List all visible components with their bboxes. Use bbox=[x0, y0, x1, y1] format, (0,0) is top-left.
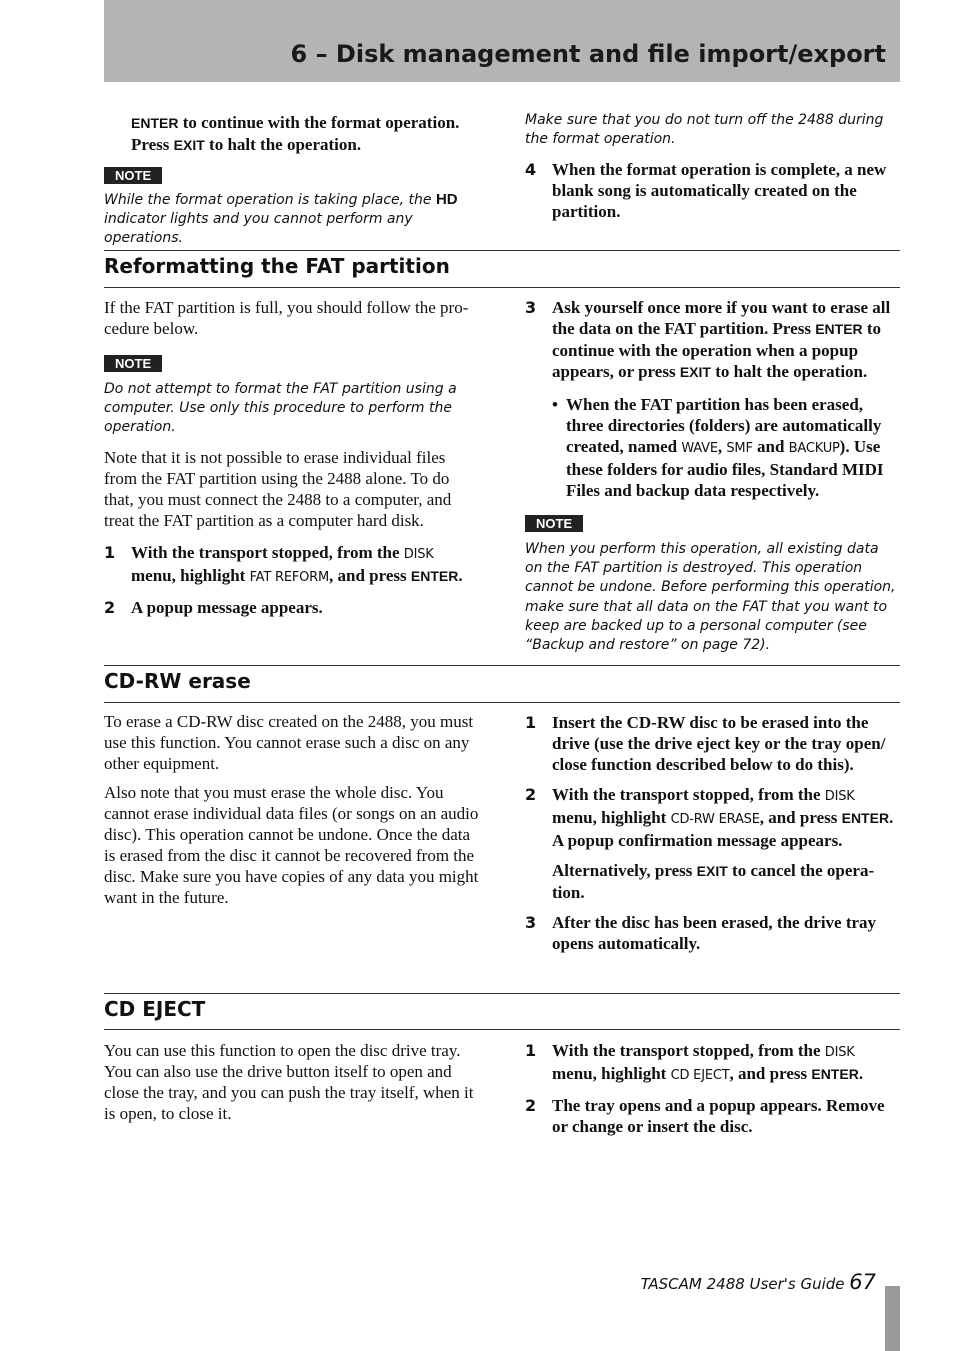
step-text: Insert the CD-RW disc to be erased into the drive (use the drive eject key or the tray open/ close function described below to do this). bbox=[552, 713, 886, 774]
guide-title: TASCAM 2488 User's Guide bbox=[640, 1275, 850, 1293]
cdrw-erase-menu-item: CD-RW ERASE bbox=[670, 812, 760, 827]
section-title-cdrw: CD-RW erase bbox=[104, 669, 251, 693]
note-text: indicator lights and you cannot perform any operations. bbox=[104, 211, 413, 247]
bullet-text: ). Use these folders for audio files, Standard MIDI Files and backup data respectively. bbox=[566, 437, 884, 500]
chapter-header-bar bbox=[104, 0, 900, 82]
bullet-text: When the FAT partition has been erased, three directories (folders) are automatically created, named bbox=[566, 395, 882, 456]
instruction-text: to continue with the format operation. bbox=[178, 113, 460, 132]
note-label: NOTE bbox=[104, 355, 162, 372]
instruction-text: to halt the operation. bbox=[204, 135, 362, 154]
step-text: When the format operation is complete, a new blank song is automatically created on the partition. bbox=[552, 160, 887, 221]
step-number: 2 bbox=[104, 597, 116, 617]
step-number: 1 bbox=[104, 542, 116, 562]
hd-indicator-label: HD bbox=[435, 191, 458, 208]
step-number: 3 bbox=[525, 298, 537, 317]
step-text: With the transport stopped, from the bbox=[552, 785, 825, 804]
note-label: NOTE bbox=[104, 167, 162, 184]
step-text: . bbox=[858, 1064, 864, 1083]
eject-right-column bbox=[525, 1040, 900, 1137]
step-text: After the disc has been erased, the drive tray opens automatically. bbox=[552, 913, 877, 953]
step-text: . bbox=[458, 565, 463, 585]
fat-right-column bbox=[525, 297, 900, 655]
step-text: With the transport stopped, from the bbox=[552, 1041, 825, 1060]
cdrw-step-2 bbox=[525, 784, 900, 851]
fat-step-3 bbox=[525, 297, 900, 383]
step-4-format-complete bbox=[525, 159, 901, 222]
fat-intro-paragraph: If the FAT partition is full, you should follow the pro-cedure below. bbox=[104, 298, 469, 338]
power-warning-text: Make sure that you do not turn off the 2488 during the format operation. bbox=[525, 112, 884, 148]
cdrw-paragraph: To erase a CD-RW disc created on the 2488, you must use this function. You cannot erase such a disc on any other equipment. bbox=[104, 712, 474, 773]
step-text: The tray opens and a popup appears. Remove or change or insert the disc. bbox=[552, 1096, 885, 1136]
section-divider bbox=[104, 993, 900, 994]
cdrw-paragraph: Also note that you must erase the whole disc. You cannot erase individual data files (or songs on an audio disc). This operation cannot be undone. Once the data is erased from the disc it cannot be recovered from the disc. Make sure you have copies of any data you might want in the future. bbox=[104, 783, 479, 907]
eject-step-1 bbox=[525, 1040, 900, 1086]
note-label: NOTE bbox=[525, 515, 583, 532]
cdrw-alternative bbox=[525, 860, 900, 903]
backup-folder-name: BACKUP bbox=[788, 441, 840, 456]
enter-key-label: ENTER bbox=[815, 321, 863, 337]
step-text: Alternatively, press bbox=[552, 861, 697, 880]
exit-key-label: EXIT bbox=[696, 863, 728, 879]
step-text: , and press bbox=[329, 565, 411, 585]
step-number: 2 bbox=[525, 1096, 537, 1115]
enter-key-label: ENTER bbox=[841, 810, 890, 826]
disk-menu-label: DISK bbox=[824, 789, 855, 804]
page-edge-tab bbox=[885, 1286, 900, 1351]
bullet-text: and bbox=[752, 437, 789, 456]
fat-note-text: Do not attempt to format the FAT partition using a computer. Use only this procedure to perform the operation. bbox=[104, 381, 457, 436]
eject-step-2 bbox=[525, 1095, 900, 1137]
exit-key-label: EXIT bbox=[173, 137, 205, 153]
cdrw-step-1 bbox=[525, 712, 900, 775]
step-text: , and press bbox=[729, 1064, 812, 1083]
note-text: While the format operation is taking place, the bbox=[104, 192, 436, 208]
cdrw-right-column bbox=[525, 712, 900, 954]
step-text: menu, highlight bbox=[552, 808, 671, 827]
fat-reform-menu-item: FAT REFORM bbox=[249, 569, 330, 585]
cdrw-step-3 bbox=[525, 912, 900, 954]
disk-menu-label: DISK bbox=[403, 546, 434, 562]
cdrw-left-column bbox=[104, 711, 482, 908]
section-divider bbox=[104, 665, 900, 666]
step-text: A popup message appears. bbox=[131, 597, 323, 617]
step-number: 2 bbox=[525, 785, 537, 804]
instruction-text: Press bbox=[131, 135, 174, 154]
section-divider bbox=[104, 250, 900, 251]
step-text: to continue with the operation when a popup appears, or press bbox=[552, 319, 882, 381]
fat-paragraph: Note that it is not possible to erase individual files from the FAT partition using the 2488 alone. To do that, you must connect the 2488 to a computer, and treat the FAT partition as a computer hard disk. bbox=[104, 447, 452, 530]
fat-bullet-folders bbox=[552, 394, 900, 501]
step-number: 1 bbox=[525, 713, 537, 732]
note-format-progress bbox=[104, 190, 484, 249]
step-number: 4 bbox=[525, 160, 537, 179]
step-text: menu, highlight bbox=[131, 565, 250, 585]
step-text: menu, highlight bbox=[552, 1064, 671, 1083]
enter-key-label: ENTER bbox=[811, 1066, 859, 1082]
section-title-cd-eject: CD EJECT bbox=[104, 997, 206, 1021]
step-text: to cancel the opera-tion. bbox=[552, 861, 875, 902]
section-divider bbox=[104, 702, 900, 703]
exit-key-label: EXIT bbox=[679, 364, 711, 380]
fat-step-2 bbox=[104, 597, 482, 618]
section-title-fat: Reformatting the FAT partition bbox=[104, 254, 450, 278]
fat-erase-warning-note: When you perform this operation, all existing data on the FAT partition is destroyed. This operation cannot be undone. Before performing this operation, make sure that all data on the FAT that you want to keep are backed up to a personal computer (see “Backup and restore” on page 72). bbox=[525, 541, 896, 654]
bullet-dot: • bbox=[552, 395, 558, 414]
section-divider bbox=[104, 287, 900, 288]
step-text: Ask yourself once more if you want to erase all the data on the FAT partition. Press bbox=[552, 298, 891, 338]
step-text: With the transport stopped, from the bbox=[131, 542, 404, 562]
step-text: . A popup confirmation message appears. bbox=[552, 808, 894, 850]
note-badge bbox=[104, 167, 162, 185]
step-number: 3 bbox=[525, 913, 537, 932]
bullet-text: , bbox=[717, 437, 727, 456]
step-text: to halt the operation. bbox=[710, 362, 868, 381]
smf-folder-name: SMF bbox=[726, 441, 753, 456]
format-continue-instruction bbox=[131, 112, 501, 156]
chapter-title: 6 – Disk management and file import/export bbox=[290, 40, 886, 68]
step-text: , and press bbox=[759, 808, 842, 827]
wave-folder-name: WAVE bbox=[681, 441, 718, 456]
enter-key-label: ENTER bbox=[410, 567, 459, 584]
step-number: 1 bbox=[525, 1041, 537, 1060]
page-number: 67 bbox=[849, 1270, 876, 1294]
enter-key-label: ENTER bbox=[131, 115, 179, 131]
fat-left-column bbox=[104, 297, 482, 618]
page-footer bbox=[641, 1270, 876, 1294]
disk-menu-label: DISK bbox=[824, 1045, 855, 1060]
fat-step-1 bbox=[104, 542, 482, 588]
eject-paragraph: You can use this function to open the disc drive tray. You can also use the drive button itself to open and close the tray, and you can push the tray itself, when it is open, to close it. bbox=[104, 1041, 474, 1123]
section-divider bbox=[104, 1029, 900, 1030]
cd-eject-menu-item: CD EJECT bbox=[670, 1068, 730, 1083]
